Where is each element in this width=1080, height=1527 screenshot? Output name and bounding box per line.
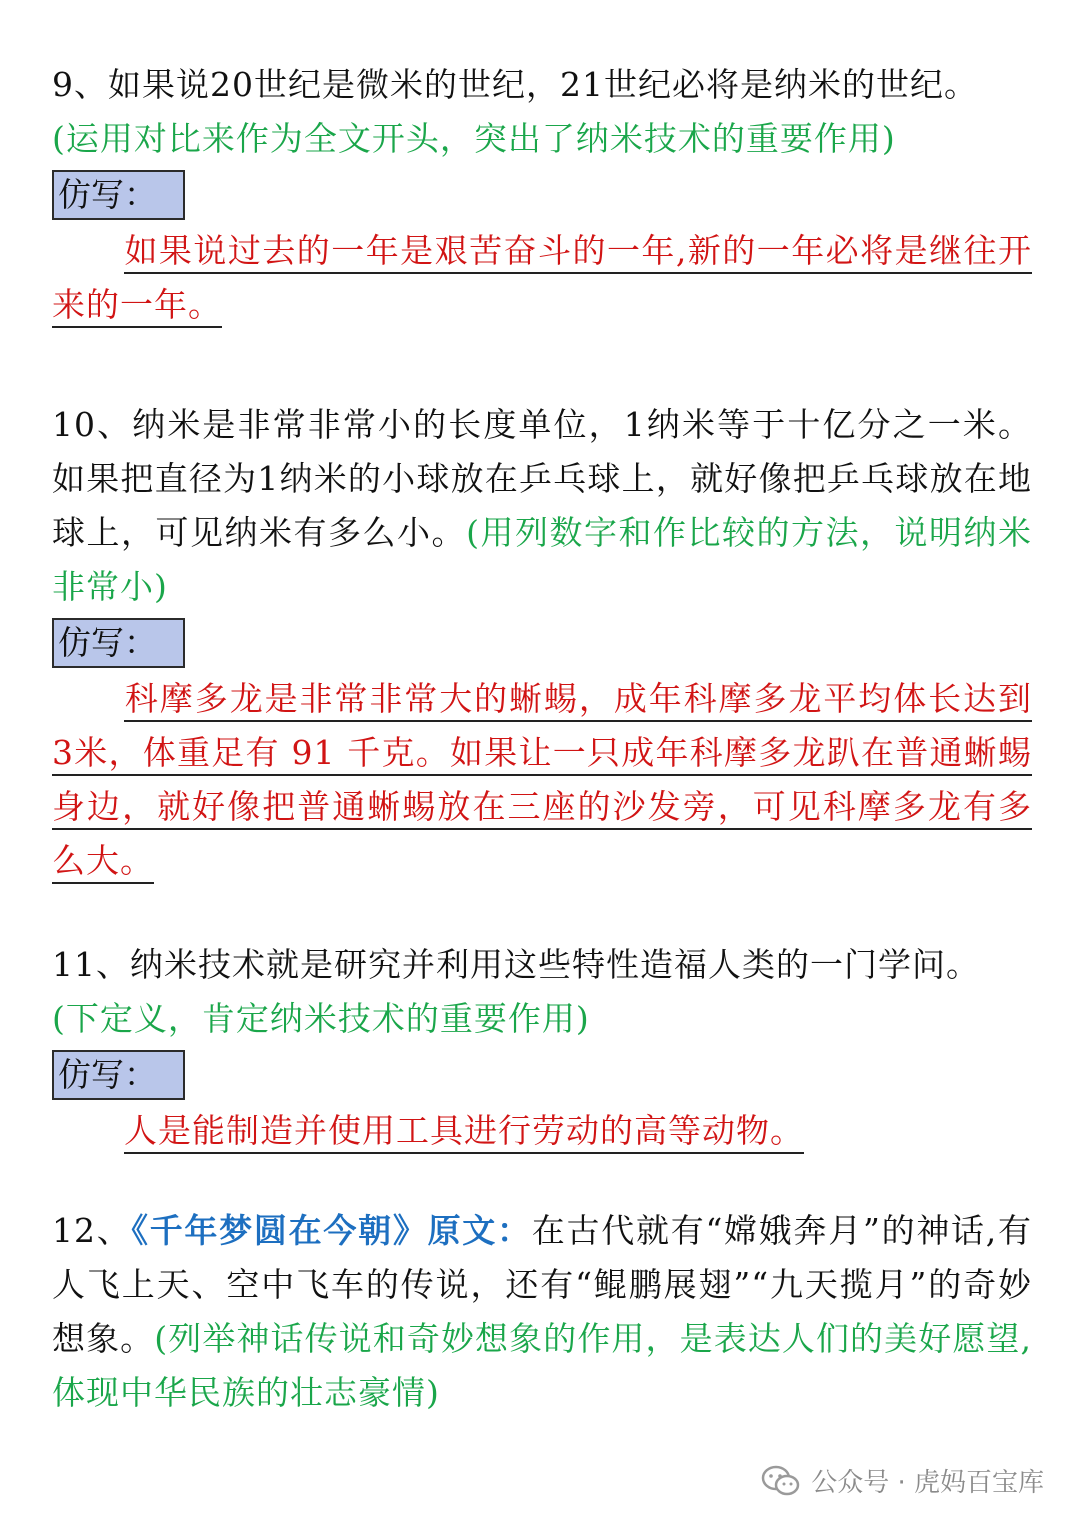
footer-text: 公众号 · 虎妈百宝库: [811, 1468, 1044, 1498]
item-11-sentence: 11、纳米技术就是研究并利用这些特性造福人类的一门学问。: [52, 945, 980, 984]
item-10: [52, 398, 1032, 888]
item-10-sentence: 10、纳米是非常非常小的长度单位，1纳米等于十亿分之一米。如果把直径为1纳米的小球放在乒乓球上，就好像把乒乓球放在地球上，可见纳米有多么小。: [52, 405, 1032, 552]
item-12-title: 《千年梦圆在今朝》原文：: [131, 1211, 532, 1250]
document-page: [52, 58, 1032, 1420]
item-9-note: (运用对比来作为全文开头，突出了纳米技术的重要作用): [52, 119, 896, 158]
item-10-note: (用列数字和作比较的方法，说明纳米非常小): [52, 513, 1033, 606]
footer-watermark: [761, 1462, 1044, 1499]
item-9-answer: 如果说过去的一年是艰苦奋斗的一年,新的一年必将是继往开来的一年。: [52, 231, 1032, 328]
item-9-answer-block: [52, 224, 1032, 332]
item-12-sentence: 在古代就有“嫦娥奔月”的神话,有人飞上天、空中飞车的传说，还有“鲲鹏展翅”“九天揽月”的奇妙想象。: [52, 1211, 1033, 1358]
item-9-label: 仿写：: [52, 170, 185, 220]
item-11-note: (下定义，肯定纳米技术的重要作用): [52, 999, 590, 1038]
item-12-text: [52, 1204, 1032, 1420]
item-10-answer: 科摩多龙是非常非常大的蜥蜴，成年科摩多龙平均体长达到 3米，体重足有 91 千克。如果让一只成年科摩多龙趴在普通蜥蜴身边，就好像把普通蜥蜴放在三座的沙发旁，可见科摩多龙有多么大。: [52, 679, 1032, 884]
item-11-text: [52, 938, 1032, 1046]
item-9-sentence: 9、如果说20世纪是微米的世纪，21世纪必将是纳米的世纪。: [52, 65, 978, 104]
item-12: [52, 1204, 1032, 1420]
item-9: [52, 58, 1032, 332]
item-11-answer-block: [52, 1104, 1032, 1158]
item-12-number: 12、: [52, 1211, 132, 1250]
item-9-text: [52, 58, 1032, 166]
wechat-icon: [761, 1464, 801, 1498]
item-10-answer-block: [52, 672, 1032, 888]
item-11-answer: 人是能制造并使用工具进行劳动的高等动物。: [124, 1111, 804, 1154]
item-10-text: [52, 398, 1032, 614]
item-11-label: 仿写：: [52, 1050, 185, 1100]
item-10-label: 仿写：: [52, 618, 185, 668]
item-12-note: (列举神话传说和奇妙想象的作用，是表达人们的美好愿望,体现中华民族的壮志豪情): [52, 1319, 1032, 1412]
item-11: [52, 938, 1032, 1158]
